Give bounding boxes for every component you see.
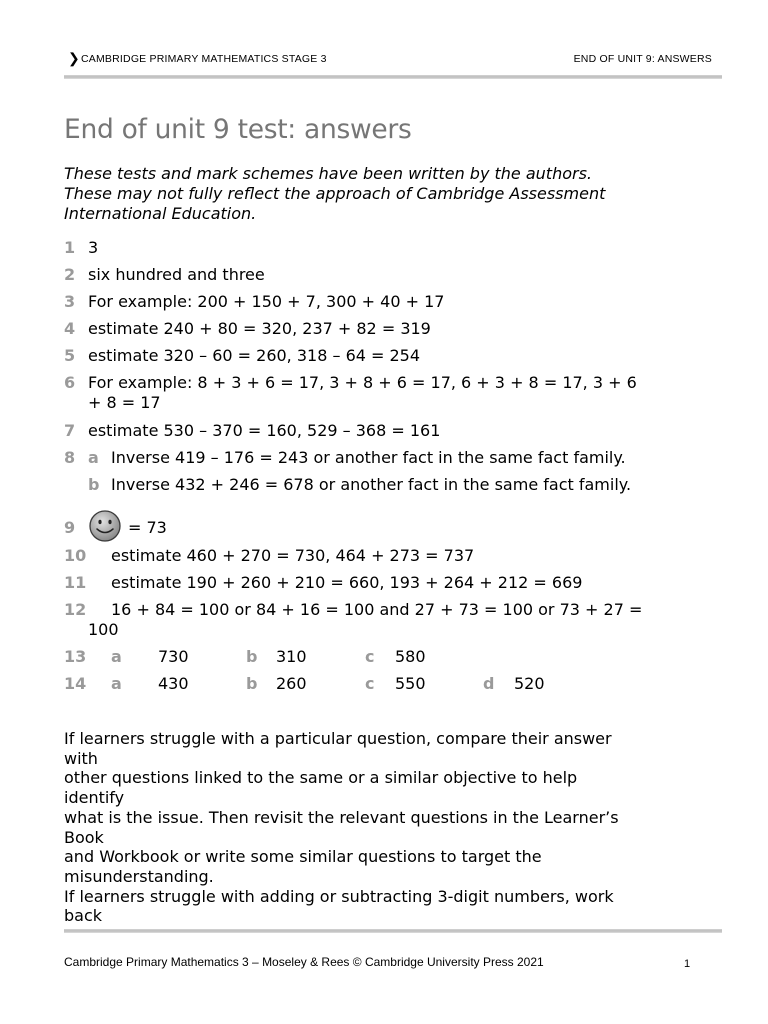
answer-text: estimate 190 + 260 + 210 = 660, 193 + 264 + 212 = 669 [111, 573, 583, 592]
part-value: 310 [276, 647, 307, 666]
answer-text: estimate 460 + 270 = 730, 464 + 273 = 737 [111, 546, 475, 565]
guidance-line: what is the issue. Then revisit the relevant questions in the Learner’s [64, 807, 619, 827]
footer-divider [64, 929, 722, 933]
answer-text: estimate 240 + 80 = 320, 237 + 82 = 319 [88, 319, 431, 338]
question-number: 14 [64, 674, 87, 693]
question-number: 5 [64, 346, 76, 365]
footer-copyright: Cambridge Primary Mathematics 3 – Moseley & Rees © Cambridge University Press 2021 [64, 955, 544, 969]
part-label: d [483, 674, 495, 693]
answer-text: estimate 530 – 370 = 160, 529 – 368 = 161 [88, 421, 441, 440]
answer-text-line: For example: 8 + 3 + 6 = 17, 3 + 8 + 6 = 17, 6 + 3 + 8 = 17, 3 + 6 [88, 373, 637, 392]
guidance-line: If learners struggle with a particular question, compare their answer [64, 729, 612, 748]
guidance-line: and Workbook or write some similar questions to target the [64, 847, 542, 867]
question-number: 9 [64, 518, 76, 537]
answer-text: For example: 200 + 150 + 7, 300 + 40 + 17 [88, 292, 445, 311]
chevron-right-icon: ❯ [68, 50, 80, 66]
answer-text: = 73 [128, 518, 167, 537]
intro-line: International Education. [64, 204, 257, 223]
part-value: 430 [158, 674, 189, 693]
page-number: 1 [684, 958, 691, 970]
answer-text: six hundred and three [88, 265, 265, 284]
part-label: a [111, 647, 122, 666]
part-label: a [88, 448, 99, 467]
question-number: 3 [64, 292, 76, 311]
question-number: 4 [64, 319, 76, 338]
smiley-face-icon [88, 510, 122, 547]
header-divider [64, 75, 722, 79]
answer-text-line: 16 + 84 = 100 or 84 + 16 = 100 and 27 + 73 = 100 or 73 + 27 = [111, 600, 643, 619]
question-number: 2 [64, 265, 76, 284]
part-value: 520 [514, 674, 545, 693]
answer-text: Inverse 432 + 246 = 678 or another fact in the same fact family. [111, 475, 632, 494]
intro-line: These may not fully reflect the approach of Cambridge Assessment [64, 184, 606, 203]
part-label: b [88, 475, 100, 494]
teacher-guidance [64, 729, 724, 926]
guidance-line: If learners struggle with adding or subtracting 3-digit numbers, work [64, 886, 614, 906]
header-section-title: END OF UNIT 9: ANSWERS [573, 53, 712, 65]
page-header [64, 50, 712, 70]
answer-text: estimate 320 – 60 = 260, 318 – 64 = 254 [88, 346, 421, 365]
part-value: 730 [158, 647, 189, 666]
question-number: 12 [64, 600, 87, 619]
guidance-line: other questions linked to the same or a similar objective to help [64, 768, 578, 788]
part-value: 260 [276, 674, 307, 693]
answer-text: 3 [88, 238, 99, 257]
answer-text: Inverse 419 – 176 = 243 or another fact in the same fact family. [111, 448, 626, 467]
part-label: c [365, 674, 375, 693]
part-label: c [365, 647, 375, 666]
answer-text-wrapped [88, 373, 724, 413]
answer-item [64, 373, 724, 413]
guidance-line: identify [64, 788, 125, 808]
guidance-line: Book [64, 827, 104, 847]
answer-text-line: + 8 = 17 [88, 393, 161, 412]
part-label: a [111, 674, 122, 693]
question-number: 6 [64, 373, 76, 392]
question-number: 10 [64, 546, 87, 565]
guidance-line: back [64, 906, 103, 926]
intro-note [64, 164, 724, 224]
header-book-title: CAMBRIDGE PRIMARY MATHEMATICS STAGE 3 [81, 53, 327, 65]
question-number: 1 [64, 238, 76, 257]
question-number: 11 [64, 573, 87, 592]
guidance-line: with [64, 748, 98, 768]
part-value: 580 [395, 647, 426, 666]
part-label: b [246, 674, 258, 693]
part-label: b [246, 647, 258, 666]
intro-line: These tests and mark schemes have been written by the authors. [64, 164, 592, 183]
answer-text-line: 100 [88, 620, 119, 639]
page-title: End of unit 9 test: answers [64, 114, 412, 145]
question-number: 7 [64, 421, 76, 440]
part-value: 550 [395, 674, 426, 693]
question-number: 8 [64, 448, 76, 467]
question-number: 13 [64, 647, 87, 666]
answer-item [64, 600, 724, 640]
guidance-line: misunderstanding. [64, 866, 214, 886]
